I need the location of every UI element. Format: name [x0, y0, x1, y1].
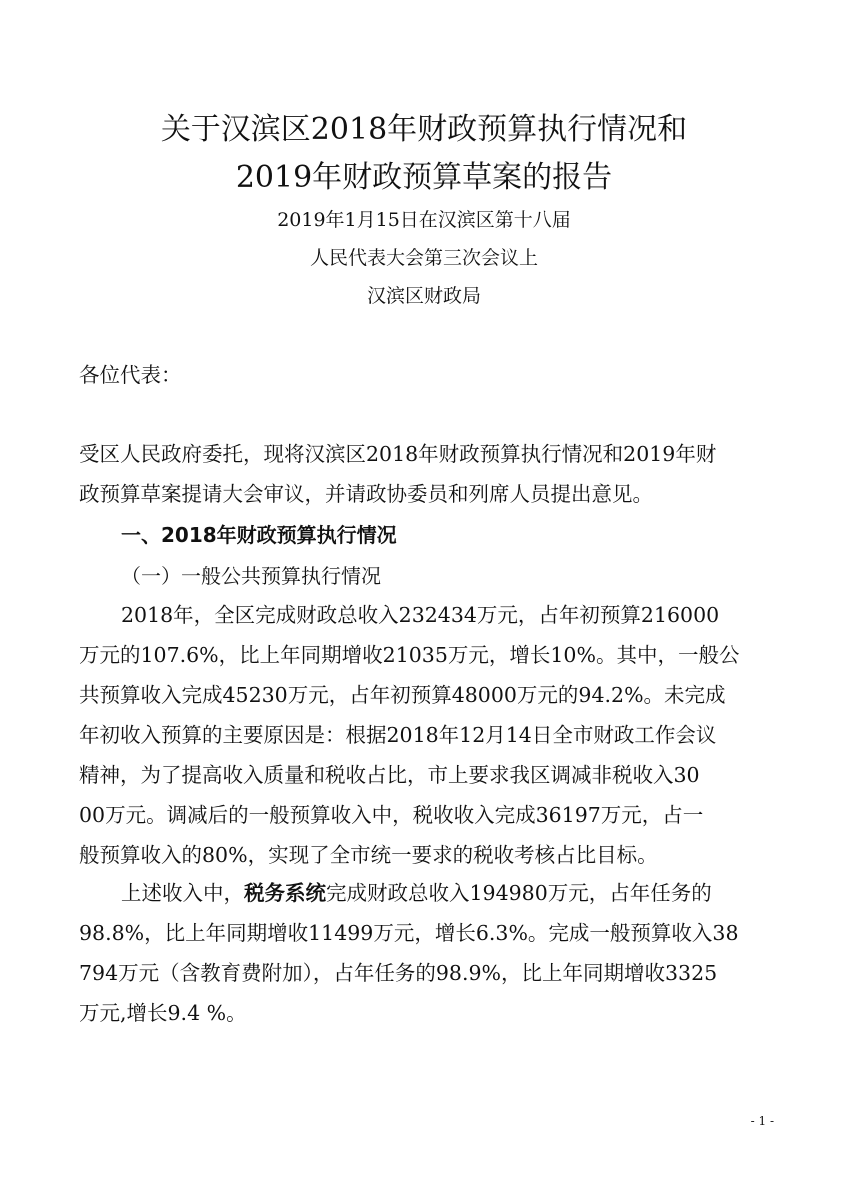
report-title-line-2: 2019年财政预算草案的报告 — [235, 160, 613, 195]
meeting-name-line: 人民代表大会第三次会议上 — [309, 247, 538, 269]
intro-line-2: 政预算草案提请大会审议，并请政协委员和列席人员提出意见。 — [79, 482, 653, 506]
paragraph-2-line-4: 万元,增长9.4 %。 — [79, 1001, 247, 1025]
intro-line-1: 受区人民政府委托，现将汉滨区2018年财政预算执行情况和2019年财 — [79, 442, 717, 466]
paragraph-2-line-1 — [121, 880, 821, 906]
paragraph-1-line-2: 万元的107.6%，比上年同期增收21035万元，增长10%。其中，一般公 — [79, 643, 740, 667]
page-number: - 1 - — [750, 1114, 774, 1128]
paragraph-1-line-6: 00万元。调减后的一般预算收入中，税收收入完成36197万元，占一 — [79, 803, 704, 827]
issuer-line: 汉滨区财政局 — [366, 285, 481, 307]
paragraph-2-prefix: 上述收入中， — [121, 881, 244, 905]
paragraph-2-line-2: 98.8%，比上年同期增收11499万元，增长6.3%。完成一般预算收入38 — [79, 921, 739, 945]
paragraph-2-suffix: 完成财政总收入194980万元，占年任务的 — [326, 881, 712, 905]
tax-system-emphasis: 税务系统 — [244, 881, 326, 905]
paragraph-1-line-3: 共预算收入完成45230万元，占年初预算48000万元的94.2%。未完成 — [79, 683, 726, 707]
paragraph-1-line-4: 年初收入预算的主要原因是：根据2018年12月14日全市财政工作会议 — [79, 723, 717, 747]
paragraph-1-line-5: 精神，为了提高收入质量和税收占比，市上要求我区调减非税收入30 — [79, 763, 700, 787]
report-title-line-1: 关于汉滨区2018年财政预算执行情况和 — [160, 112, 688, 147]
meeting-date-line: 2019年1月15日在汉滨区第十八届 — [277, 209, 571, 231]
salutation: 各位代表： — [79, 363, 182, 387]
section-heading-1: 一、2018年财政预算执行情况 — [121, 523, 397, 547]
paragraph-1-line-7: 般预算收入的80%，实现了全市统一要求的税收考核占比目标。 — [79, 843, 658, 867]
paragraph-1-line-1: 2018年，全区完成财政总收入232434万元，占年初预算216000 — [121, 603, 720, 627]
paragraph-2-line-3: 794万元（含教育费附加），占年任务的98.9%，比上年同期增收3325 — [79, 961, 718, 985]
subsection-heading-1: （一）一般公共预算执行情况 — [121, 564, 381, 588]
